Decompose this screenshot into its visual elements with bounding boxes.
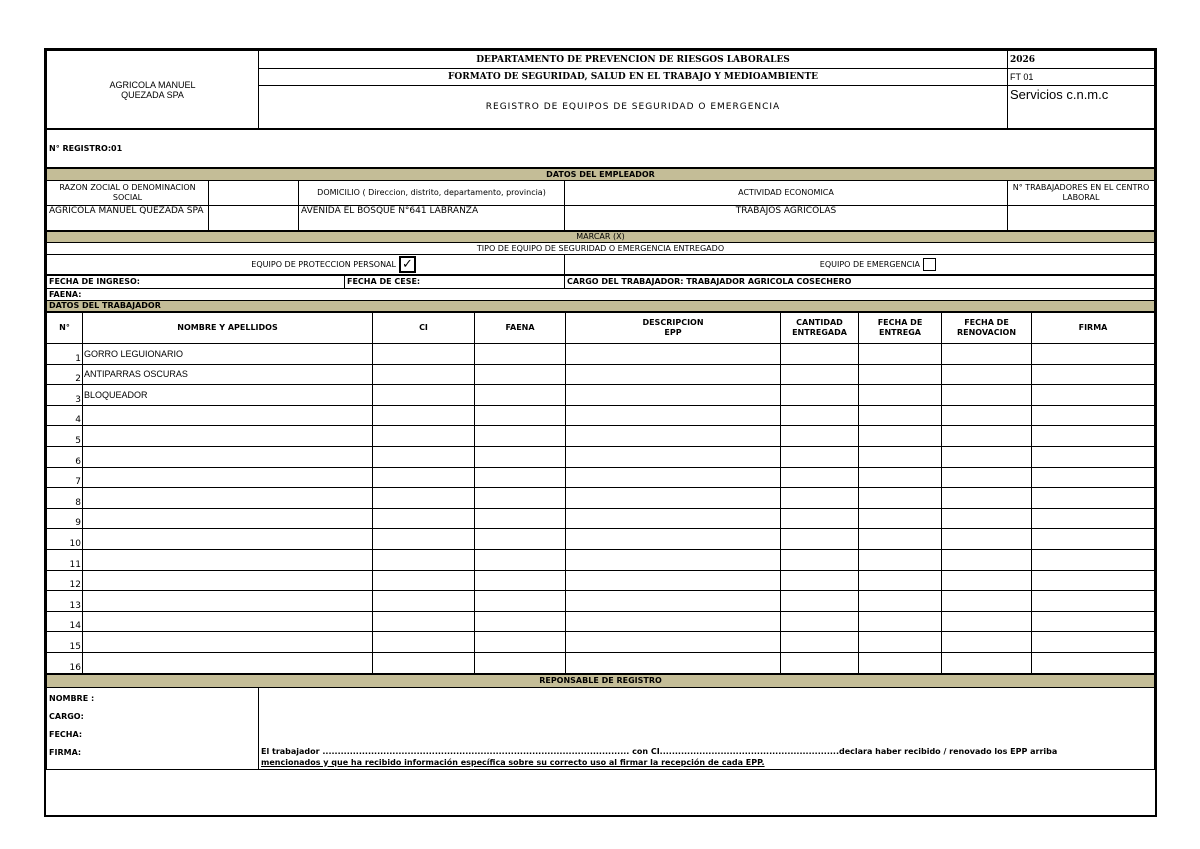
row-ci [373, 467, 475, 488]
table-row [47, 446, 1155, 467]
row-cantidad [781, 426, 859, 447]
row-firma [1032, 488, 1155, 509]
form-year: 2026 [1008, 51, 1155, 69]
form-header [46, 50, 1155, 129]
row-faena [475, 508, 566, 529]
employer-section-title: DATOS DEL EMPLEADOR [47, 169, 1155, 181]
row-fecha-renovacion [942, 508, 1032, 529]
personal-checkbox-icon[interactable]: ✓ [399, 256, 416, 273]
row-cantidad [781, 632, 859, 653]
row-cantidad [781, 508, 859, 529]
row-cantidad [781, 467, 859, 488]
row-fecha-renovacion [942, 632, 1032, 653]
row-nombre [83, 405, 373, 426]
row-faena [475, 405, 566, 426]
row-fecha-renovacion [942, 426, 1032, 447]
row-ci [373, 529, 475, 550]
row-descripcion [566, 632, 781, 653]
fecha-cese-label: FECHA DE CESE: [345, 276, 565, 289]
table-row [47, 385, 1155, 406]
table-row [47, 405, 1155, 426]
row-fecha-entrega [859, 467, 942, 488]
row-nombre [83, 652, 373, 673]
marcar-section [46, 231, 1155, 275]
row-number: 8 [47, 488, 83, 509]
row-fecha-entrega [859, 488, 942, 509]
row-fecha-entrega [859, 570, 942, 591]
razon-social-value: AGRICOLA MANUEL QUEZADA SPA [47, 206, 209, 231]
row-cantidad [781, 611, 859, 632]
row-nombre [83, 549, 373, 570]
row-ci [373, 611, 475, 632]
col-descripcion: DESCRIPCION EPP [566, 313, 781, 344]
razon-social-label: RAZON ZOCIAL O DENOMINACION SOCIAL [47, 181, 209, 206]
declaration-line-2: mencionados y que ha recibido información específica sobre su correcto uso al firmar la recepción de cada EPP. [261, 757, 765, 767]
row-fecha-entrega [859, 344, 942, 365]
row-descripcion [566, 488, 781, 509]
row-nombre: GORRO LEGUIONARIO [83, 344, 373, 365]
row-nombre [83, 611, 373, 632]
row-cantidad [781, 591, 859, 612]
row-fecha-renovacion [942, 385, 1032, 406]
domicilio-value: AVENIDA EL BOSQUE N°641 LABRANZA [299, 206, 565, 231]
row-number: 10 [47, 529, 83, 550]
col-n: N° [47, 313, 83, 344]
table-row [47, 591, 1155, 612]
row-ci [373, 446, 475, 467]
row-number: 13 [47, 591, 83, 612]
row-faena [475, 632, 566, 653]
row-number: 2 [47, 364, 83, 385]
row-fecha-renovacion [942, 405, 1032, 426]
col-cantidad: CANTIDAD ENTREGADA [781, 313, 859, 344]
row-descripcion [566, 344, 781, 365]
row-number: 14 [47, 611, 83, 632]
row-number: 9 [47, 508, 83, 529]
row-firma [1032, 591, 1155, 612]
row-nombre [83, 529, 373, 550]
row-firma [1032, 426, 1155, 447]
tipo-equipo-title: TIPO DE EQUIPO DE SEGURIDAD O EMERGENCIA ENTREGADO [47, 243, 1155, 255]
row-descripcion [566, 652, 781, 673]
register-title: REGISTRO DE EQUIPOS DE SEGURIDAD O EMERGENCIA [259, 86, 1008, 129]
row-nombre [83, 467, 373, 488]
epp-table-header [47, 313, 1155, 344]
option-emergencia-label: EQUIPO DE EMERGENCIA [819, 260, 920, 269]
table-row [47, 652, 1155, 673]
form-code: FT 01 [1008, 69, 1155, 86]
row-nombre [83, 488, 373, 509]
col-fecha-entrega: FECHA DE ENTREGA [859, 313, 942, 344]
row-fecha-entrega [859, 529, 942, 550]
row-cantidad [781, 405, 859, 426]
row-descripcion [566, 611, 781, 632]
row-number: 16 [47, 652, 83, 673]
row-faena [475, 549, 566, 570]
epp-register-form [44, 48, 1157, 817]
option-emergencia[interactable] [565, 255, 1155, 275]
epp-table [46, 312, 1155, 674]
responsable-title: REPONSABLE DE REGISTRO [47, 674, 1155, 687]
row-firma [1032, 385, 1155, 406]
row-faena [475, 611, 566, 632]
razon-social-spacer [209, 181, 299, 206]
row-nombre [83, 426, 373, 447]
row-ci [373, 508, 475, 529]
row-cantidad [781, 344, 859, 365]
worker-info [46, 275, 1155, 312]
row-fecha-renovacion [942, 488, 1032, 509]
row-faena [475, 467, 566, 488]
row-cantidad [781, 364, 859, 385]
row-fecha-renovacion [942, 591, 1032, 612]
row-descripcion [566, 549, 781, 570]
row-fecha-entrega [859, 364, 942, 385]
row-descripcion [566, 385, 781, 406]
employer-section [46, 168, 1155, 231]
row-nombre [83, 570, 373, 591]
row-faena [475, 652, 566, 673]
company-name: AGRICOLA MANUEL QUEZADA SPA [47, 51, 259, 129]
row-cantidad [781, 488, 859, 509]
row-faena [475, 364, 566, 385]
row-descripcion [566, 405, 781, 426]
row-faena [475, 529, 566, 550]
row-fecha-entrega [859, 385, 942, 406]
row-fecha-entrega [859, 611, 942, 632]
row-firma [1032, 364, 1155, 385]
faena-label: FAENA: [47, 289, 1155, 301]
datos-trabajador-title: DATOS DEL TRABAJADOR [47, 301, 1155, 312]
row-number: 1 [47, 344, 83, 365]
row-firma [1032, 446, 1155, 467]
row-cantidad [781, 570, 859, 591]
table-row [47, 529, 1155, 550]
row-nombre: ANTIPARRAS OSCURAS [83, 364, 373, 385]
row-descripcion [566, 446, 781, 467]
row-nombre [83, 591, 373, 612]
services-label: Servicios c.n.m.c [1008, 86, 1155, 129]
row-nombre [83, 508, 373, 529]
row-descripcion [566, 529, 781, 550]
responsable-fecha: FECHA: [49, 729, 83, 739]
actividad-label: ACTIVIDAD ECONOMICA [565, 181, 1008, 206]
col-faena: FAENA [475, 313, 566, 344]
col-fecha-renovacion: FECHA DE RENOVACION [942, 313, 1032, 344]
col-nombre: NOMBRE Y APELLIDOS [83, 313, 373, 344]
row-cantidad [781, 652, 859, 673]
row-fecha-renovacion [942, 570, 1032, 591]
row-firma [1032, 632, 1155, 653]
option-personal[interactable] [47, 255, 565, 275]
responsable-nombre: NOMBRE : [49, 693, 95, 703]
row-number: 6 [47, 446, 83, 467]
row-descripcion [566, 426, 781, 447]
row-fecha-entrega [859, 591, 942, 612]
row-fecha-entrega [859, 632, 942, 653]
row-ci [373, 591, 475, 612]
table-row [47, 570, 1155, 591]
row-ci [373, 344, 475, 365]
row-number: 3 [47, 385, 83, 406]
row-descripcion [566, 364, 781, 385]
row-descripcion [566, 508, 781, 529]
row-number: 5 [47, 426, 83, 447]
row-faena [475, 385, 566, 406]
format-title: FORMATO DE SEGURIDAD, SALUD EN EL TRABAJO Y MEDIOAMBIENTE [259, 69, 1008, 86]
table-row [47, 508, 1155, 529]
row-fecha-renovacion [942, 611, 1032, 632]
table-row [47, 488, 1155, 509]
col-firma: FIRMA [1032, 313, 1155, 344]
row-fecha-entrega [859, 405, 942, 426]
row-ci [373, 385, 475, 406]
actividad-value: TRABAJOS AGRICOLAS [565, 206, 1008, 231]
row-nombre [83, 632, 373, 653]
row-fecha-entrega [859, 652, 942, 673]
table-row [47, 549, 1155, 570]
trabajadores-label: N° TRABAJADORES EN EL CENTRO LABORAL [1008, 181, 1155, 206]
row-faena [475, 426, 566, 447]
row-fecha-entrega [859, 508, 942, 529]
row-number: 11 [47, 549, 83, 570]
row-firma [1032, 652, 1155, 673]
razon-social-extra [209, 206, 299, 231]
responsable-fields [47, 687, 259, 769]
col-ci: CI [373, 313, 475, 344]
responsable-firma: FIRMA: [49, 747, 82, 757]
row-nombre [83, 446, 373, 467]
option-personal-label: EQUIPO DE PROTECCION PERSONAL [251, 260, 396, 269]
registro-number: N° REGISTRO:01 [47, 130, 1155, 168]
emergencia-checkbox-icon[interactable] [923, 258, 936, 271]
cargo-label: CARGO DEL TRABAJADOR: TRABAJADOR AGRICOLA COSECHERO [565, 276, 1155, 289]
row-number: 4 [47, 405, 83, 426]
row-ci [373, 570, 475, 591]
declaration [259, 687, 1155, 769]
row-cantidad [781, 549, 859, 570]
row-faena [475, 446, 566, 467]
row-firma [1032, 508, 1155, 529]
table-row [47, 426, 1155, 447]
row-ci [373, 426, 475, 447]
row-ci [373, 488, 475, 509]
row-fecha-entrega [859, 549, 942, 570]
row-descripcion [566, 570, 781, 591]
row-fecha-renovacion [942, 364, 1032, 385]
department-title: DEPARTAMENTO DE PREVENCION DE RIESGOS LABORALES [259, 51, 1008, 69]
row-fecha-renovacion [942, 467, 1032, 488]
responsable-section [46, 674, 1155, 770]
row-firma [1032, 467, 1155, 488]
row-number: 7 [47, 467, 83, 488]
table-row [47, 344, 1155, 365]
row-firma [1032, 529, 1155, 550]
row-descripcion [566, 591, 781, 612]
row-faena [475, 570, 566, 591]
marcar-title: MARCAR (X) [47, 232, 1155, 243]
epp-rows [47, 344, 1155, 674]
row-firma [1032, 405, 1155, 426]
row-fecha-renovacion [942, 446, 1032, 467]
row-fecha-renovacion [942, 549, 1032, 570]
row-firma [1032, 344, 1155, 365]
row-cantidad [781, 385, 859, 406]
row-firma [1032, 549, 1155, 570]
table-row [47, 611, 1155, 632]
row-faena [475, 591, 566, 612]
row-fecha-renovacion [942, 652, 1032, 673]
row-ci [373, 364, 475, 385]
row-number: 15 [47, 632, 83, 653]
row-firma [1032, 570, 1155, 591]
registro-row [46, 129, 1155, 168]
row-number: 12 [47, 570, 83, 591]
row-faena [475, 344, 566, 365]
declaration-line-1: El trabajador ..................................................................................................... con CI...........................................................declara haber recibido / renovado los EPP arriba [261, 746, 1058, 756]
table-row [47, 467, 1155, 488]
row-cantidad [781, 446, 859, 467]
row-ci [373, 405, 475, 426]
table-row [47, 632, 1155, 653]
table-row [47, 364, 1155, 385]
responsable-cargo: CARGO: [49, 711, 84, 721]
row-faena [475, 488, 566, 509]
row-cantidad [781, 529, 859, 550]
row-ci [373, 549, 475, 570]
row-firma [1032, 611, 1155, 632]
row-descripcion [566, 467, 781, 488]
row-fecha-renovacion [942, 529, 1032, 550]
domicilio-label: DOMICILIO ( Direccion, distrito, departamento, provincia) [299, 181, 565, 206]
row-fecha-entrega [859, 446, 942, 467]
row-fecha-entrega [859, 426, 942, 447]
row-ci [373, 632, 475, 653]
row-ci [373, 652, 475, 673]
row-fecha-renovacion [942, 344, 1032, 365]
fecha-ingreso-label: FECHA DE INGRESO: [47, 276, 345, 289]
row-nombre: BLOQUEADOR [83, 385, 373, 406]
trabajadores-value [1008, 206, 1155, 231]
